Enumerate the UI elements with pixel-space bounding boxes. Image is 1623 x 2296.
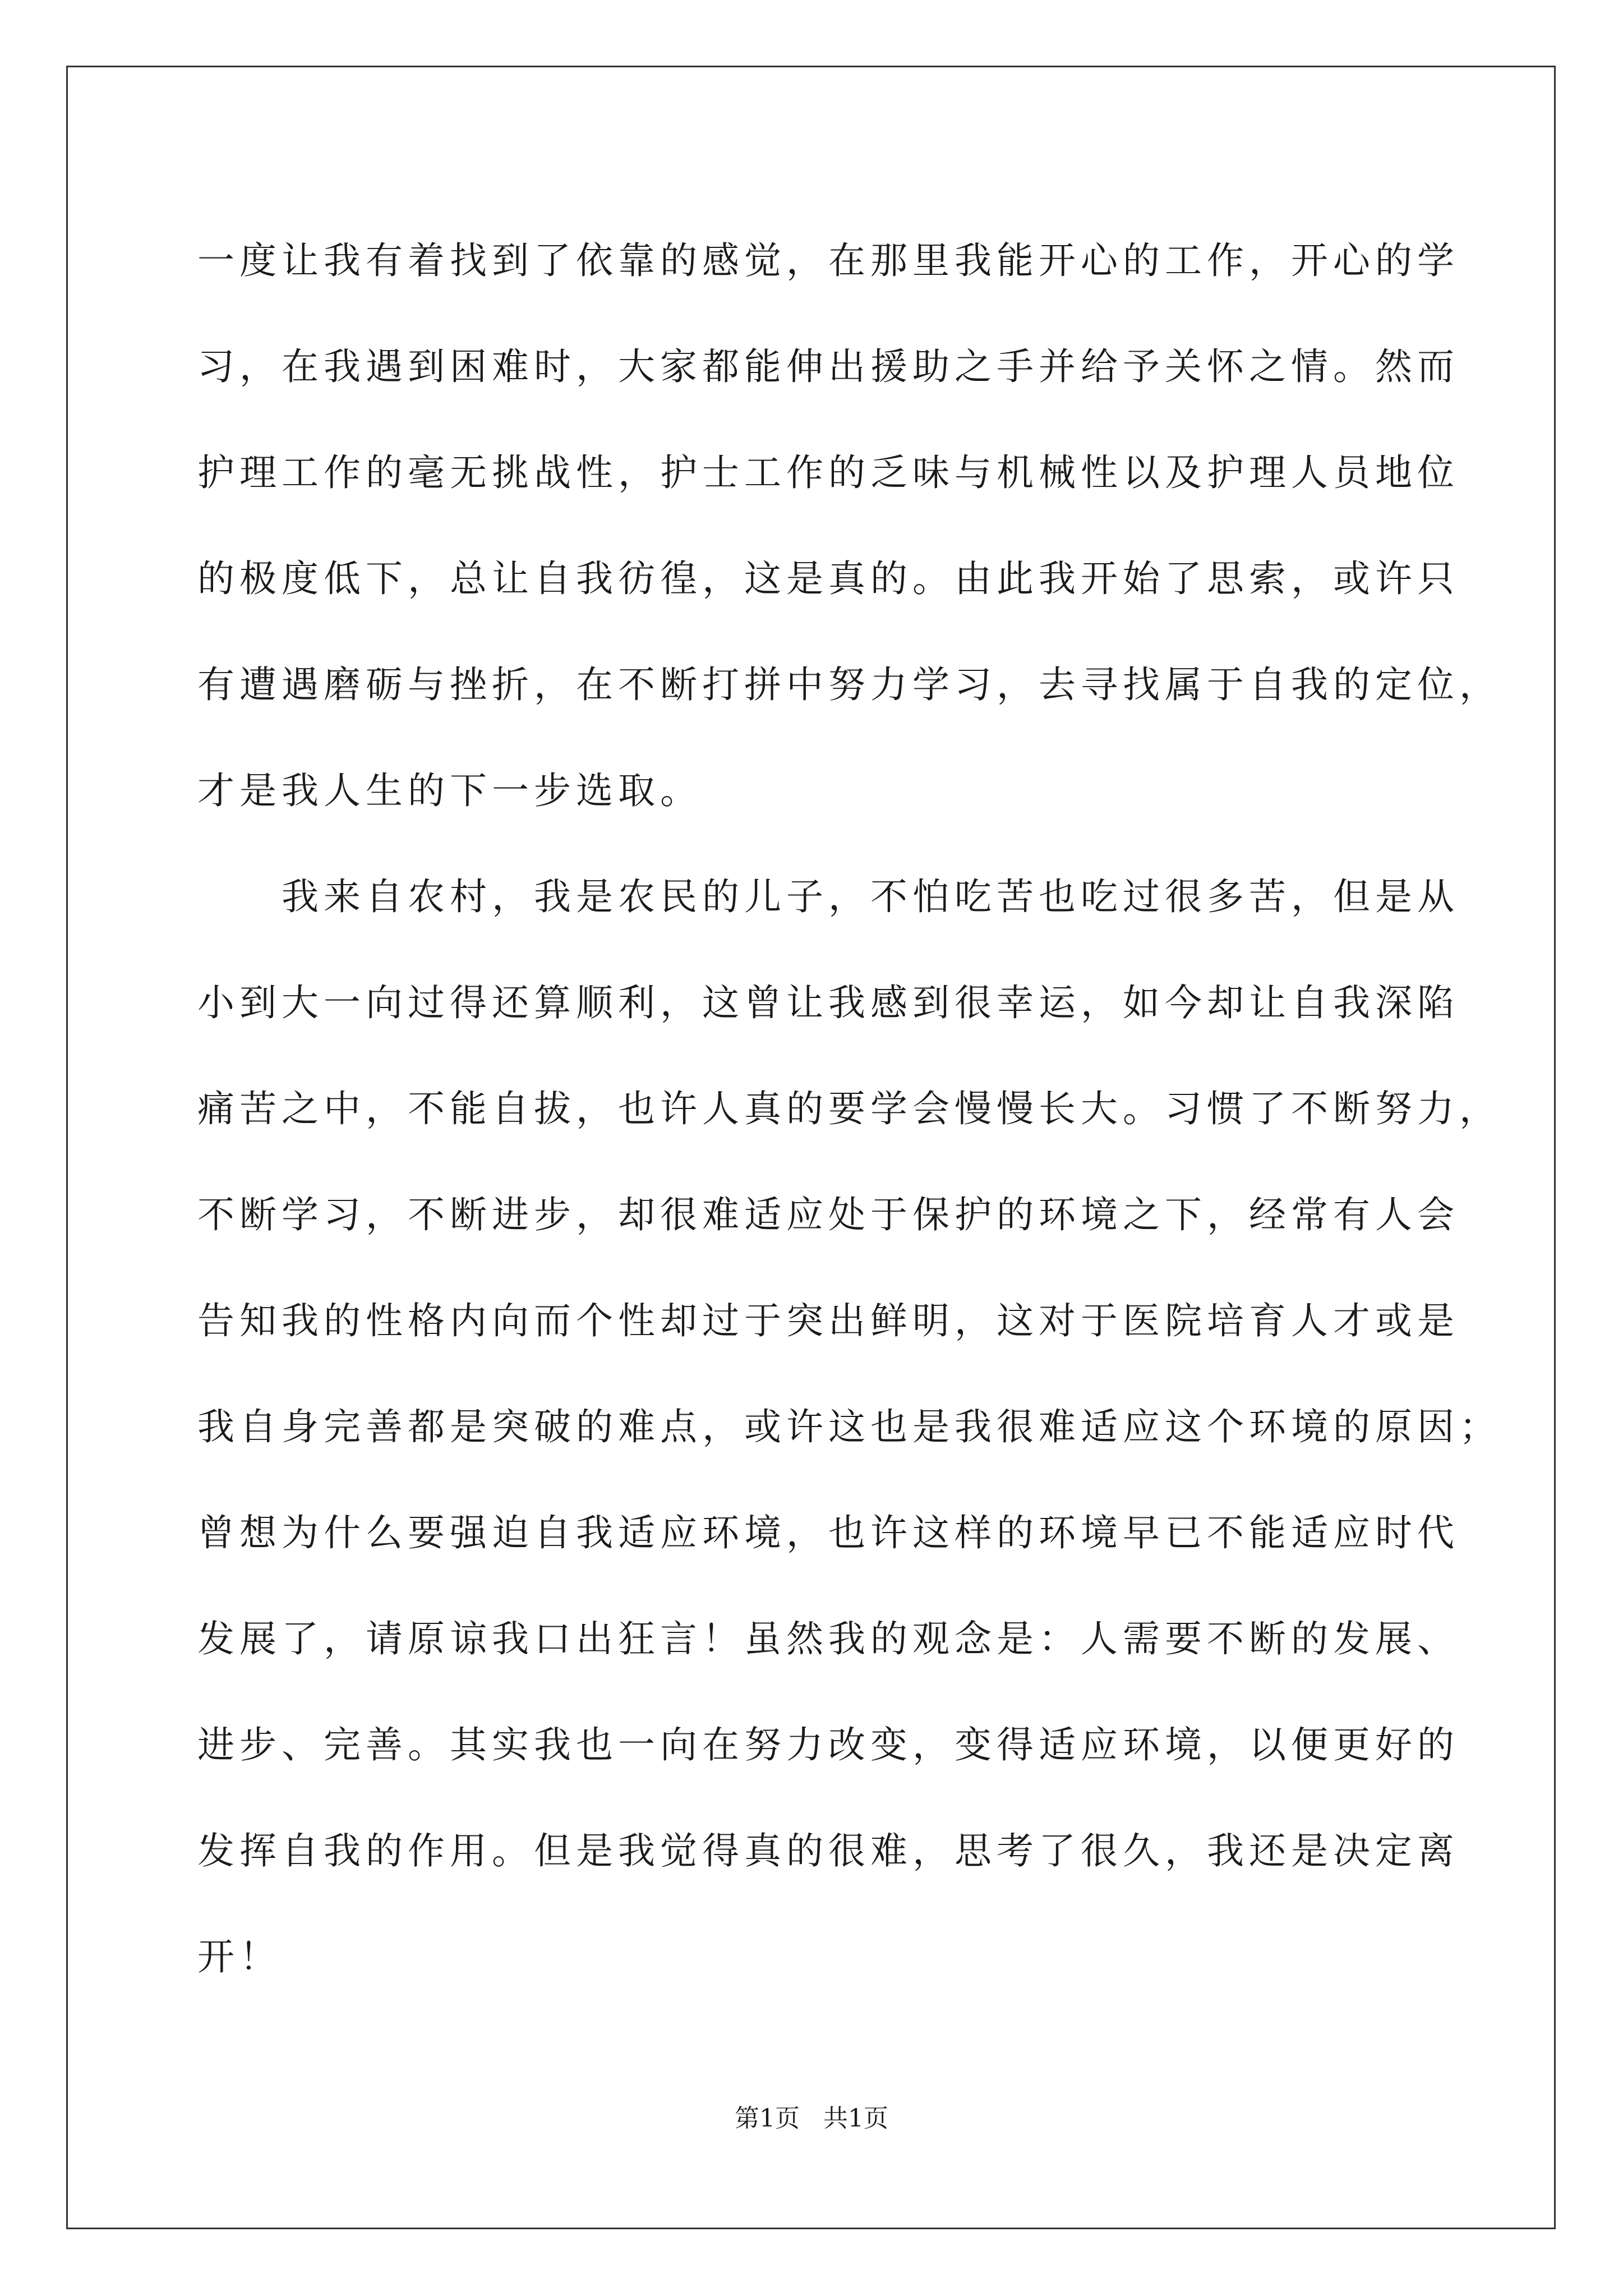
paragraph-start-line: 我来自农村，我是农民的儿子，不怕吃苦也吃过很多苦，但是从 [282, 875, 1459, 918]
text-line: 才是我人生的下一步选取。 [197, 769, 702, 812]
text-line: 发展了，请原谅我口出狂言！虽然我的观念是：人需要不断的发展、 [197, 1617, 1459, 1660]
text-line: 告知我的性格内向而个性却过于突出鲜明，这对于医院培育人才或是 [197, 1299, 1459, 1342]
page-footer [0, 2098, 1623, 2134]
text-line: 习，在我遇到困难时，大家都能伸出援助之手并给予关怀之情。然而 [197, 345, 1459, 388]
text-line: 一度让我有着找到了依靠的感觉，在那里我能开心的工作，开心的学 [197, 239, 1459, 282]
text-line: 小到大一向过得还算顺利，这曾让我感到很幸运，如今却让自我深陷 [197, 981, 1459, 1024]
text-line: 开！ [197, 1935, 282, 1978]
document-body [197, 208, 1501, 2010]
text-line: 我自身完善都是突破的难点，或许这也是我很难适应这个环境的原因； [197, 1405, 1501, 1448]
page-total: 共1页 [823, 2104, 888, 2133]
page-number: 第1页 [735, 2104, 800, 2133]
text-line: 痛苦之中，不能自拔，也许人真的要学会慢慢长大。习惯了不断努力， [197, 1087, 1501, 1130]
text-line: 有遭遇磨砺与挫折，在不断打拼中努力学习，去寻找属于自我的定位， [197, 663, 1501, 706]
text-line: 不断学习，不断进步，却很难适应处于保护的环境之下，经常有人会 [197, 1193, 1459, 1236]
text-line: 发挥自我的作用。但是我觉得真的很难，思考了很久，我还是决定离 [197, 1829, 1459, 1872]
text-line: 曾想为什么要强迫自我适应环境，也许这样的环境早已不能适应时代 [197, 1511, 1459, 1554]
text-line: 护理工作的毫无挑战性，护士工作的乏味与机械性以及护理人员地位 [197, 451, 1459, 494]
text-line: 的极度低下，总让自我彷徨，这是真的。由此我开始了思索，或许只 [197, 557, 1459, 600]
text-line: 进步、完善。其实我也一向在努力改变，变得适应环境，以便更好的 [197, 1723, 1459, 1766]
